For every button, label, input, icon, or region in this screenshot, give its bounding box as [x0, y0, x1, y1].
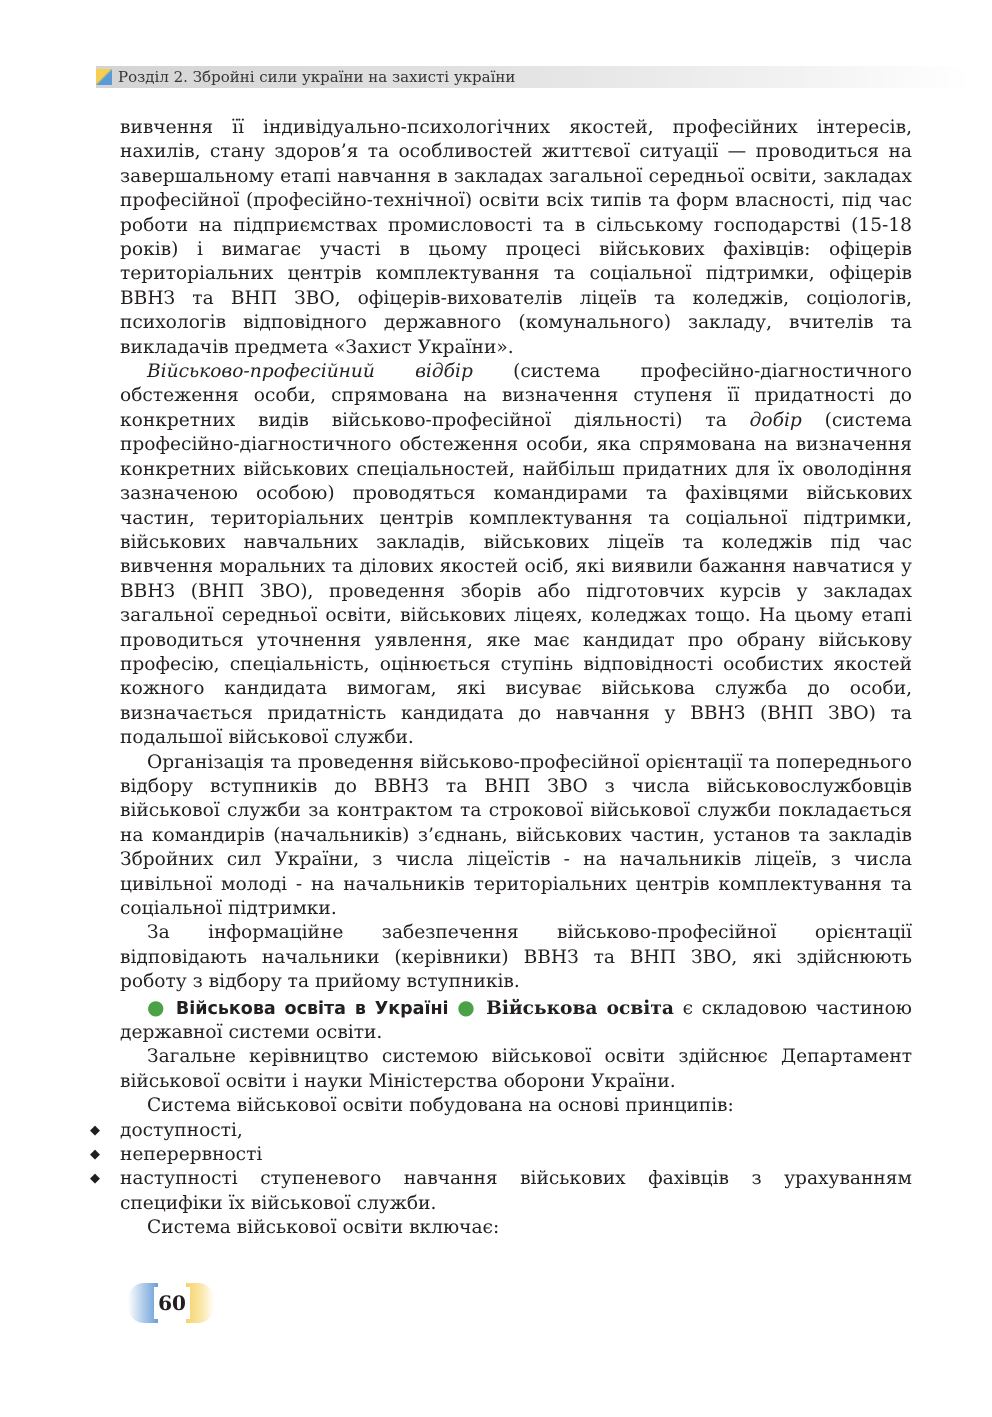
paragraph-6: Загальне керівництво системою військової освіти здійснює Департамент військової освіти і науки Міністерства оборони України.: [120, 1046, 912, 1092]
header-title: Розділ 2. Збройні сили україни на захисті україни: [118, 68, 516, 86]
paragraph-7: Система військової освіти побудована на основі принципів:: [147, 1095, 734, 1117]
page-number-badge: [128, 1283, 218, 1323]
list-item: ◆ наступності ступеневого навчання військових фахівців з урахуванням специфіки їх військової служби.: [120, 1167, 912, 1216]
paragraph-3: Організація та проведення військово-професійної орієнтації та попереднього відбору вступників до ВВНЗ та ВНП ЗВО з числа військовослужбовців військової служби за контрактом та строкової військової служби покладається на командирів (начальників) з’єднань, військових частин, установ та закладів Збройних сил України, з числа ліцеїстів - на начальників ліцеїв, з числа цивільної молоді - на начальників територіальних центрів комплектування та соціальної підтримки.: [120, 751, 912, 919]
paragraph-1: вивчення її індивідуально-психологічних якостей, професійних інтересів, нахилів, стану здоров’я та особливостей життєвої ситуації — проводиться на завершальному етапі навчання в закладах загальної середньої освіти, закладах професійної (професійно-технічної) освіти всіх типів та форм власності, під час роботи на підприємствах промисловості та в сільському господарстві (15-18 років) і вимагає участі в цьому процесі військових фахівців: офіцерів територіальних центрів комплектування та соціальної підтримки, офіцерів ВВНЗ та ВНП ЗВО, офіцерів-вихователів ліцеїв та коледжів, соціологів, психологів відповідного державного (комунального) закладу, вчителів та викладачів предмета «Захист України».: [120, 117, 912, 358]
principles-list: [120, 1119, 912, 1217]
page-body: [120, 116, 912, 1241]
bullet-dot-icon: ●: [457, 994, 478, 1019]
term-dobir: добір: [749, 409, 802, 431]
bullet-dot-icon: ●: [147, 994, 168, 1019]
section-rest: є складовою частиною державної системи освіти.: [120, 997, 912, 1044]
list-item: ◆ доступності,: [120, 1119, 912, 1143]
term-military-selection: Військово-професійний відбір: [147, 361, 473, 383]
paragraph-4: За інформаційне забезпечення військово-професійної орієнтації відповідають начальники (керівники) ВВНЗ та ВНП ЗВО, які здійснюють роботу з відбору та прийому вступників.: [120, 922, 912, 993]
section-term: Військова освіта: [486, 997, 674, 1019]
page-number: 60: [154, 1287, 190, 1319]
paragraph-2: [120, 360, 912, 751]
header-marker-icon: [96, 69, 112, 85]
list-item: ◆ неперервності: [120, 1143, 912, 1167]
paragraph-2-part-1: (система професійно-діагностичного обстеження особи, спрямована на визначення ступеня її придатності до конкретних видів військово-професійної діяльності) та: [120, 361, 912, 431]
page-number-decor-right: [186, 1283, 214, 1323]
running-header: [96, 66, 970, 88]
section-heading: Військова освіта в Україні: [175, 998, 449, 1019]
closing-paragraph: Система військової освіти включає:: [147, 1217, 500, 1239]
paragraph-2-part-2: (система професійно-діагностичного обстеження особи, яка спрямована на визначення конкретних військових спеціальностей, найбільш придатних для їх оволодіння зазначеною особою) проводяться командирами та фахівцями військових частин, територіальних центрів комплектування та соціальної підтримки, військових навчальних закладів, військових ліцеїв та коледжів під час вивчення моральних та ділових якостей осіб, які виявили бажання навчатися у ВВНЗ (ВНП ЗВО), проведення зборів або підготовчих курсів у закладах загальної середньої освіти, військових ліцеях, коледжах тощо. На цьому етапі проводиться уточнення уявлення, яке має кандидат про обрану військову професію, спеціальність, оцінюється ступінь відповідності особистих якостей кожного кандидата вимогам, які висуває військова служба до особи, визначається придатність кандидата до навчання у ВВНЗ (ВНП ЗВО) та подальшої військової служби.: [120, 409, 912, 749]
section-military-education: [120, 995, 912, 1046]
